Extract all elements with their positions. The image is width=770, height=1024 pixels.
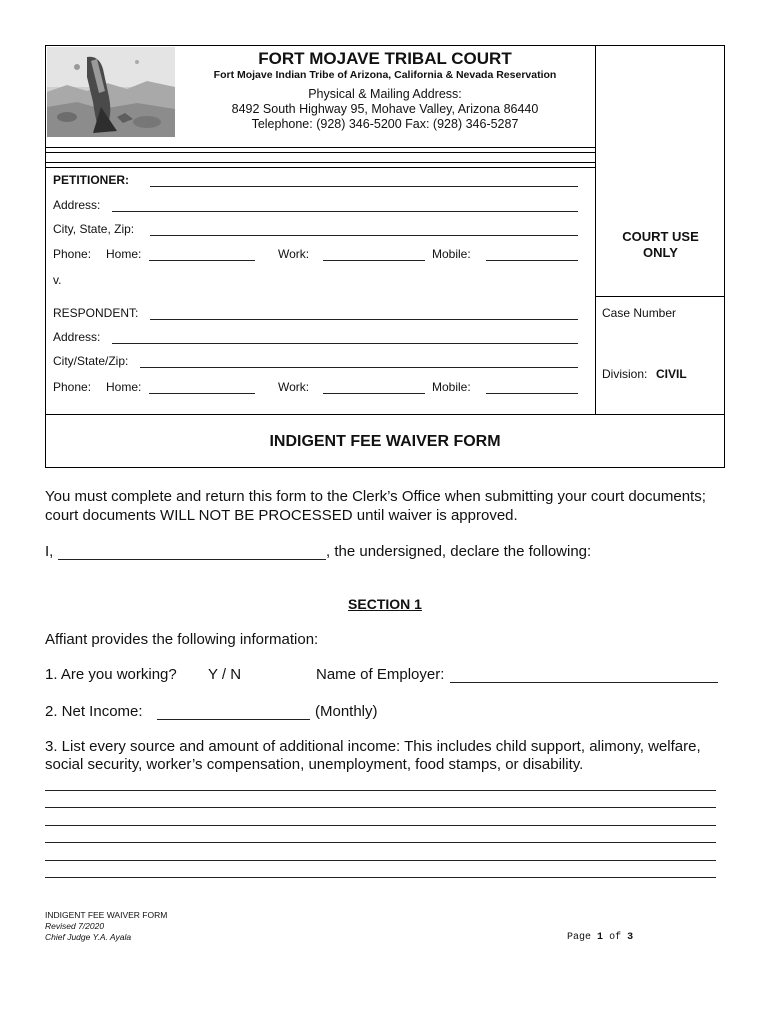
respondent-home-label: Home: bbox=[106, 380, 142, 394]
title-divider bbox=[45, 414, 725, 415]
respondent-city-label: City/State/Zip: bbox=[53, 354, 129, 368]
income-line-2[interactable] bbox=[45, 807, 716, 808]
footer-revised: Revised 7/2020 bbox=[45, 921, 105, 931]
question-1: 1. Are you working? bbox=[45, 666, 177, 683]
respondent-home-field[interactable] bbox=[149, 393, 255, 394]
petitioner-name-field[interactable] bbox=[150, 186, 578, 187]
court-logo-image bbox=[47, 47, 175, 137]
petitioner-home-field[interactable] bbox=[149, 260, 255, 261]
petitioner-city-label: City, State, Zip: bbox=[53, 222, 135, 236]
header-rule-3 bbox=[45, 162, 595, 163]
respondent-phone-label: Phone: bbox=[53, 380, 92, 394]
declarant-name-field[interactable] bbox=[58, 559, 326, 560]
question-3-line1: 3. List every source and amount of additional income: This includes child support, alimony, welfare, bbox=[45, 738, 701, 755]
court-use-line1: COURT USE bbox=[622, 229, 699, 244]
income-line-6[interactable] bbox=[45, 877, 716, 878]
question-2-suffix: (Monthly) bbox=[315, 703, 378, 720]
header-rule-2 bbox=[45, 152, 595, 153]
petitioner-mobile-field[interactable] bbox=[486, 260, 578, 261]
petitioner-work-label: Work: bbox=[278, 247, 310, 261]
net-income-field[interactable] bbox=[157, 719, 310, 720]
question-3-line2: social security, worker’s compensation, unemployment, food stamps, or disability. bbox=[45, 756, 584, 773]
court-address: 8492 South Highway 95, Mohave Valley, Arizona 86440 bbox=[231, 102, 539, 116]
page-total: 3 bbox=[627, 932, 634, 943]
petitioner-mobile-label: Mobile: bbox=[432, 247, 471, 261]
respondent-name-field[interactable] bbox=[150, 319, 578, 320]
intro-line2: court documents WILL NOT BE PROCESSED until waiver is approved. bbox=[45, 507, 518, 524]
court-use-line2: ONLY bbox=[643, 245, 678, 260]
declaration-suffix: , the undersigned, declare the following: bbox=[326, 543, 592, 560]
declaration-prefix: I, bbox=[45, 543, 54, 560]
respondent-city-field[interactable] bbox=[140, 367, 578, 368]
case-number-label: Case Number bbox=[602, 306, 677, 320]
petitioner-work-field[interactable] bbox=[323, 260, 425, 261]
question-2: 2. Net Income: bbox=[45, 703, 143, 720]
tribe-name: Fort Mojave Indian Tribe of Arizona, California & Nevada Reservation bbox=[213, 69, 557, 81]
division-label: Division: bbox=[602, 367, 648, 381]
income-line-3[interactable] bbox=[45, 825, 716, 826]
respondent-mobile-field[interactable] bbox=[486, 393, 578, 394]
petitioner-phone-label: Phone: bbox=[53, 247, 92, 261]
section-title: SECTION 1 bbox=[348, 596, 422, 612]
form-title: INDIGENT FEE WAIVER FORM bbox=[269, 433, 501, 450]
footer-judge: Chief Judge Y.A. Ayala bbox=[45, 932, 132, 942]
division-value: CIVIL bbox=[656, 367, 687, 381]
page-prefix: Page bbox=[567, 932, 592, 943]
affiant-text: Affiant provides the following information: bbox=[45, 631, 319, 648]
page-indicator bbox=[567, 932, 633, 943]
income-line-4[interactable] bbox=[45, 842, 716, 843]
petitioner-address-field[interactable] bbox=[112, 211, 578, 212]
income-line-1[interactable] bbox=[45, 790, 716, 791]
employer-label: Name of Employer: bbox=[316, 666, 445, 683]
case-divider bbox=[595, 296, 725, 297]
versus-label: v. bbox=[53, 273, 62, 287]
petitioner-home-label: Home: bbox=[106, 247, 142, 261]
respondent-address-label: Address: bbox=[53, 330, 101, 344]
address-label: Physical & Mailing Address: bbox=[308, 87, 462, 101]
respondent-label: RESPONDENT: bbox=[53, 306, 139, 320]
page-number: 1 bbox=[597, 932, 604, 943]
header-rule-1 bbox=[45, 147, 595, 148]
question-1-options: Y / N bbox=[208, 666, 242, 683]
intro-line1: You must complete and return this form to the Clerk’s Office when submitting your court documents; bbox=[45, 488, 706, 505]
petitioner-city-field[interactable] bbox=[150, 235, 578, 236]
respondent-work-label: Work: bbox=[278, 380, 310, 394]
footer-form-name: INDIGENT FEE WAIVER FORM bbox=[45, 910, 168, 920]
court-name: FORT MOJAVE TRIBAL COURT bbox=[258, 49, 512, 68]
petitioner-address-label: Address: bbox=[53, 198, 101, 212]
respondent-address-field[interactable] bbox=[112, 343, 578, 344]
page-of: of bbox=[609, 932, 622, 943]
employer-field[interactable] bbox=[450, 682, 718, 683]
respondent-mobile-label: Mobile: bbox=[432, 380, 471, 394]
income-line-5[interactable] bbox=[45, 860, 716, 861]
header-rule-4 bbox=[45, 167, 595, 168]
court-phone: Telephone: (928) 346-5200 Fax: (928) 346-5287 bbox=[251, 117, 519, 131]
respondent-work-field[interactable] bbox=[323, 393, 425, 394]
petitioner-label: PETITIONER: bbox=[53, 173, 130, 187]
